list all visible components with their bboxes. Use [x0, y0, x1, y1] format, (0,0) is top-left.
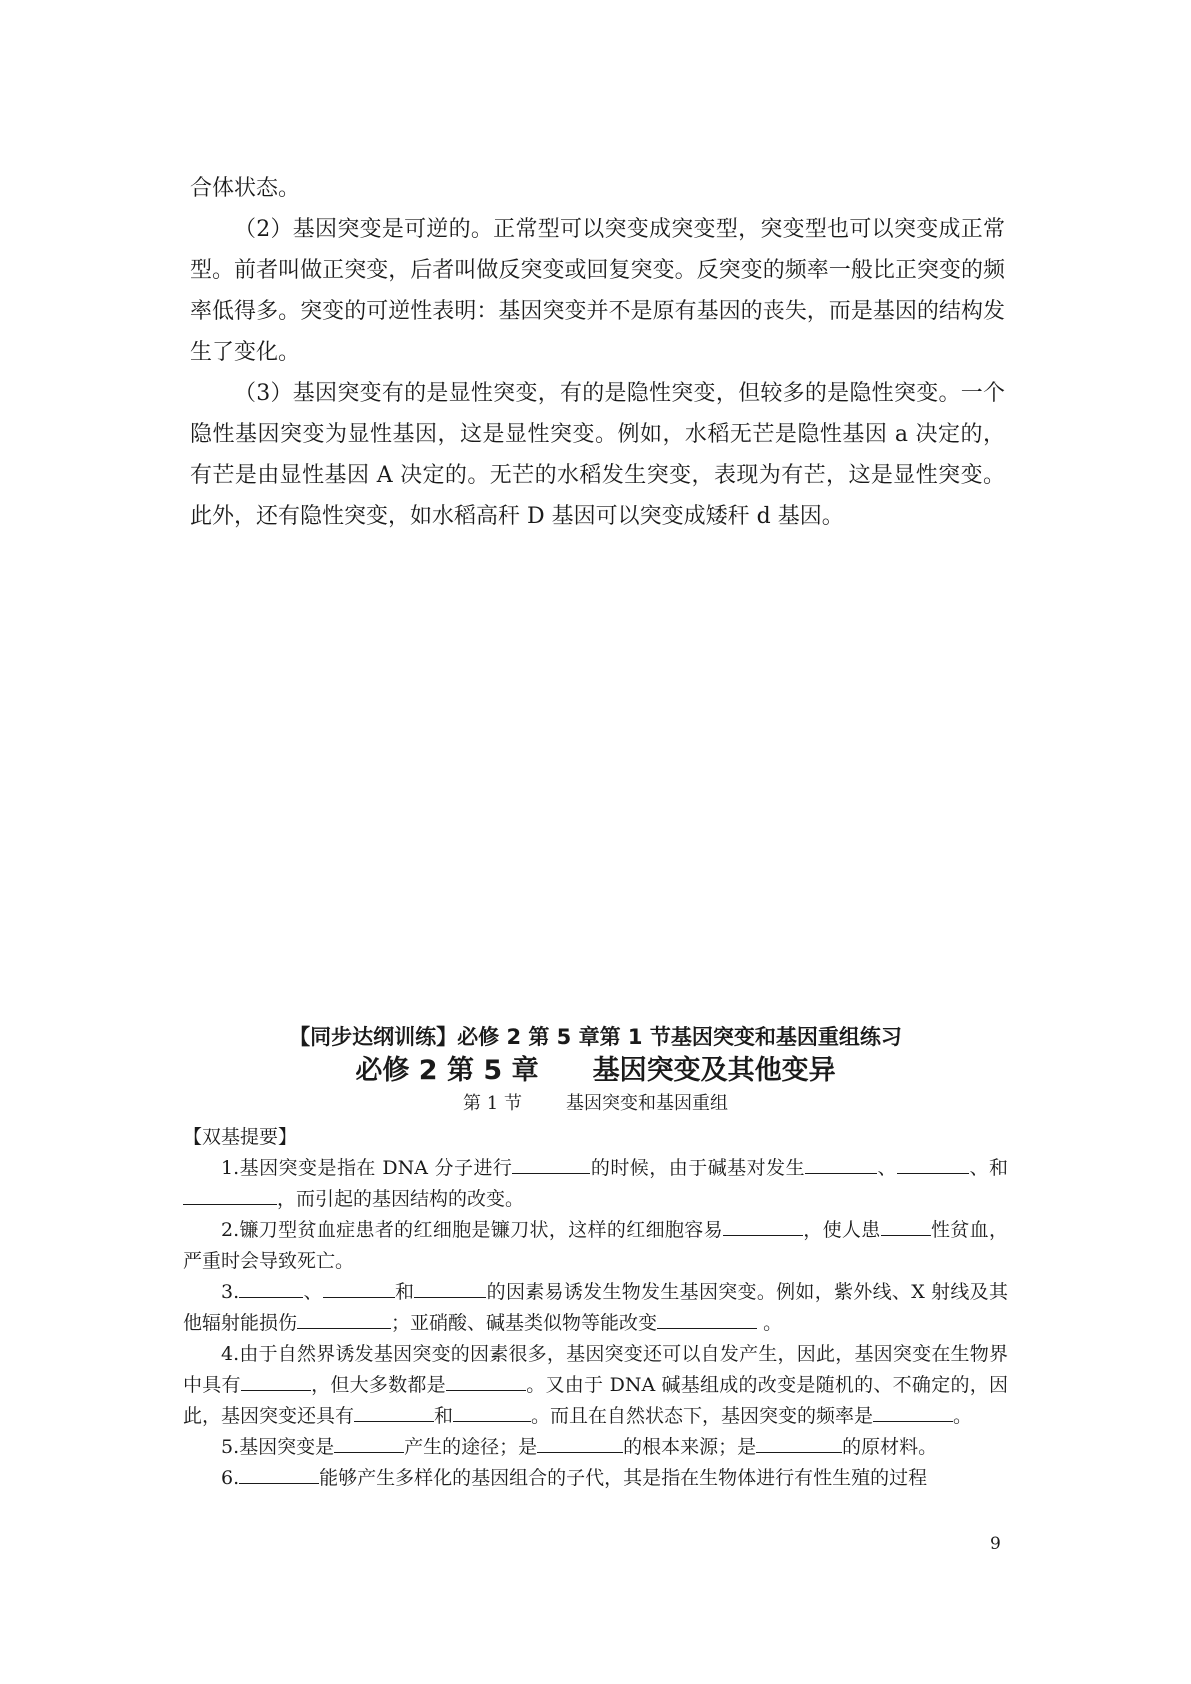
answer-blank[interactable] [354, 1403, 434, 1422]
intro-paragraph-1: （2）基因突变是可逆的。正常型可以突变成突变型，突变型也可以突变成正常型。前者叫做正突变，后者叫做反突变或回复突变。反突变的频率一般比正突变的频率低得多。突变的可逆性表明：基因突变并不是原有基因的丧失，而是基因的结构发生了变化。 [190, 217, 1005, 365]
answer-blank[interactable] [537, 1434, 623, 1453]
answer-blank[interactable] [512, 1155, 590, 1174]
section-heading: 【双基提要】 [183, 1126, 298, 1148]
answer-blank[interactable] [323, 1279, 395, 1298]
answer-blank[interactable] [805, 1155, 877, 1174]
answer-blank[interactable] [183, 1186, 277, 1205]
exercise-title: 【同步达纲训练】必修 2 第 5 章第 1 节基因突变和基因重组练习 [289, 1025, 902, 1049]
answer-blank[interactable] [241, 1372, 311, 1391]
question-6: 6. 能够产生多样化的基因组合的子代，其是指在生物体进行有性生殖的过程 [221, 1467, 928, 1489]
section-number: 第 1 节 [463, 1093, 522, 1114]
answer-blank[interactable] [723, 1217, 803, 1236]
section-title [0, 1091, 1191, 1117]
section-name: 基因突变和基因重组 [565, 1093, 728, 1114]
answer-blank[interactable] [873, 1403, 953, 1422]
answer-blank[interactable] [453, 1403, 531, 1422]
answer-blank[interactable] [446, 1372, 526, 1391]
question-2: 2.镰刀型贫血症患者的红细胞是镰刀状，这样的红细胞容易 ，使人患 性贫血，严重时会导致死亡。 [183, 1219, 1008, 1272]
answer-blank[interactable] [657, 1310, 757, 1329]
answer-blank[interactable] [239, 1465, 319, 1484]
answer-blank[interactable] [297, 1310, 391, 1329]
intro-paragraph-2: （3）基因突变有的是显性突变，有的是隐性突变，但较多的是隐性突变。一个隐性基因突变为显性基因，这是显性突变。例如，水稻无芒是隐性基因 a 决定的，有芒是由显性基因 A 决定的。无芒的水稻发生突变，表现为有芒，这是显性突变。此外，还有隐性突变，如水稻高秆 D 基因可以突变成矮秆 d 基因。 [190, 381, 1005, 529]
chapter-number: 必修 2 第 5 章 [355, 1055, 539, 1086]
answer-blank[interactable] [897, 1155, 969, 1174]
answer-blank[interactable] [239, 1279, 303, 1298]
answer-blank[interactable] [756, 1434, 842, 1453]
question-4: 4.由于自然界诱发基因突变的因素很多，基因突变还可以自发产生，因此，基因突变在生物界中具有 ，但大多数都是 。又由于 DNA 碱基组成的改变是随机的、不确定的，因此，基因突变还具有 和 。而且在自然状态下，基因突变的频率是 。 [183, 1343, 1008, 1427]
answer-blank[interactable] [414, 1279, 486, 1298]
question-1: 1.基因突变是指在 DNA 分子进行 的时候，由于碱基对发生 、 、和，而引起的基因结构的改变。 [183, 1153, 1008, 1215]
chapter-title [0, 1053, 1191, 1089]
chapter-name: 基因突变及其他变异 [592, 1055, 836, 1086]
question-3: 3. 、 和 的因素易诱发生物发生基因突变。例如，紫外线、X 射线及其他辐射能损伤 ；亚硝酸、碱基类似物等能改变 。 [183, 1281, 1008, 1334]
page-number: 9 [990, 1534, 1001, 1554]
answer-blank[interactable] [881, 1217, 931, 1236]
question-5: 5.基因突变是 产生的途径；是 的根本来源；是 的原材料。 [221, 1436, 938, 1458]
exercise-block [183, 1122, 1008, 1494]
answer-blank[interactable] [334, 1434, 404, 1453]
intro-paragraph-0: 合体状态。 [190, 176, 301, 201]
intro-text [190, 168, 1005, 537]
